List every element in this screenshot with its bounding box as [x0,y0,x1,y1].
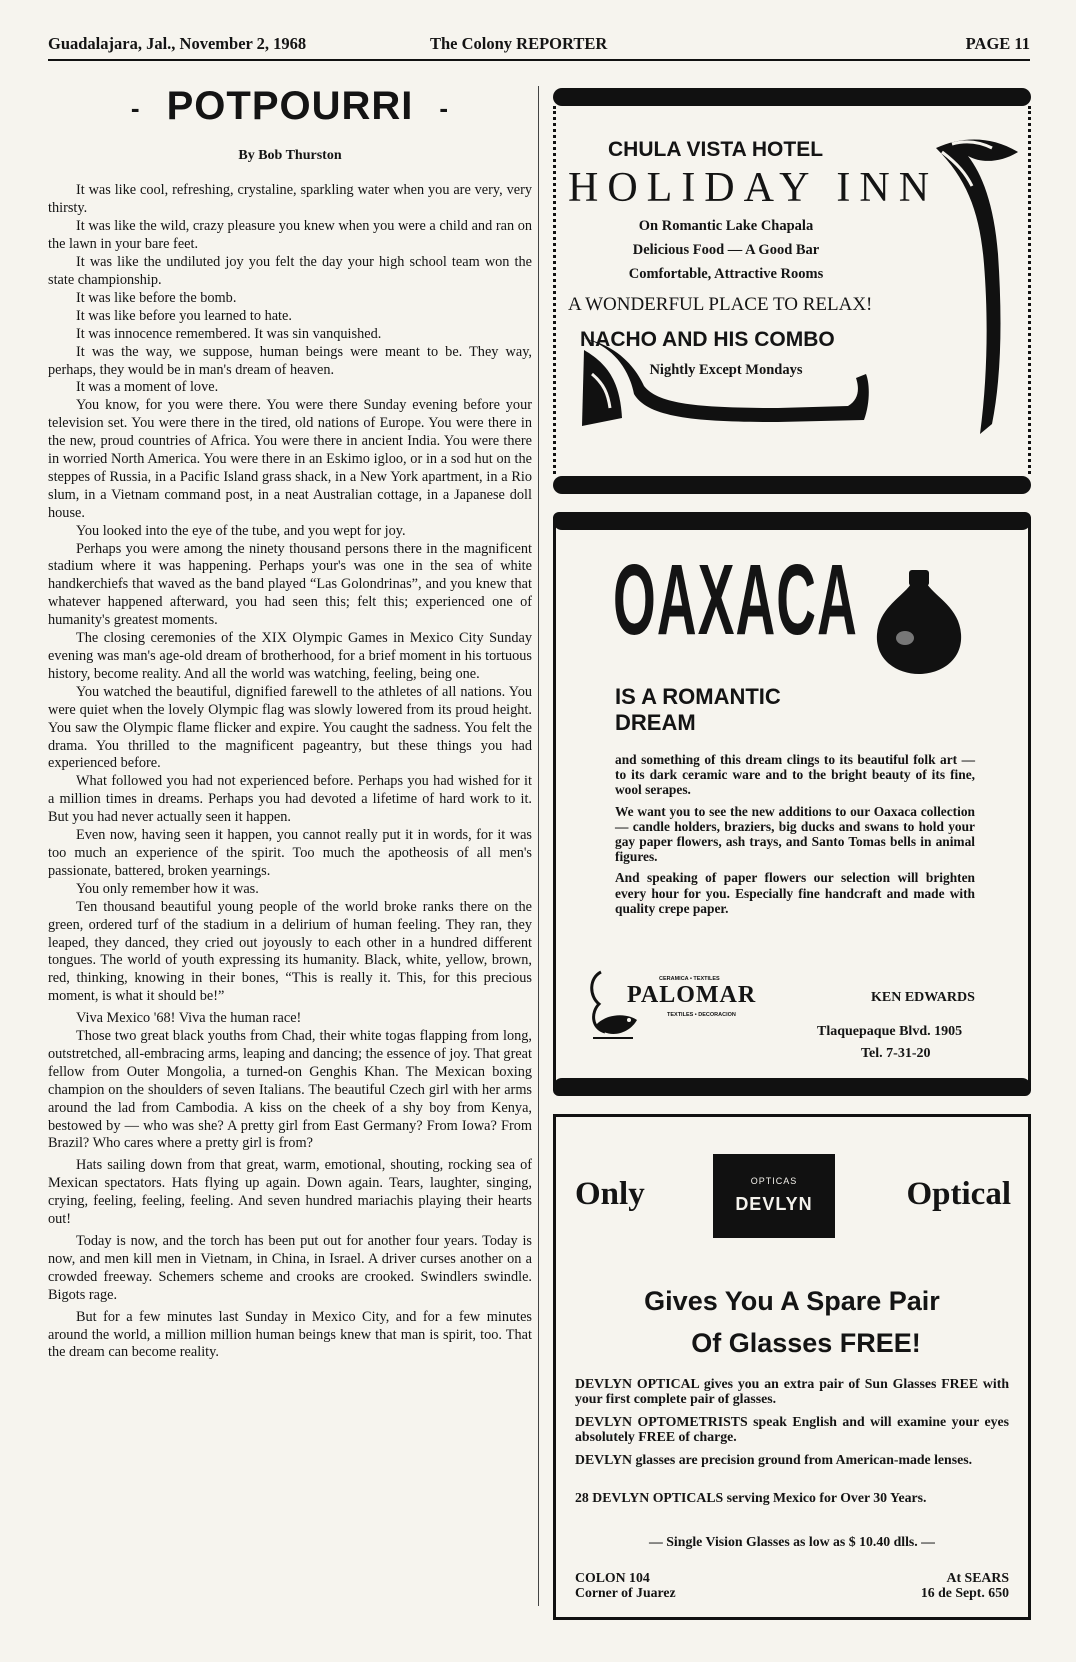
devlyn-logo-main: DEVLYN [735,1194,813,1214]
article-paragraph: What followed you had not experienced before. Perhaps you had wished for it a million times in dreams. Perhaps you had devoted a lifetime of hard work to it. But you had never actually seen it happen. [48,773,532,826]
oaxaca-paragraph: and something of this dream clings to its beautiful folk art — to its dark ceramic ware and to the bright beauty of its fine, wool serapes. [615,752,975,798]
article-byline: By Bob Thurston [238,148,342,164]
column-rule [538,86,539,1606]
article-title: POTPOURRI [166,84,414,128]
article-body [48,182,532,1362]
masthead [48,34,1030,58]
article-paragraph: Even now, having seen it happen, you cannot really put it in words, for it was too much an experience of the spirit. Too much the apotheosis of all men's passionate, battered, broken yearnings. [48,827,532,879]
oaxaca-address: Tlaquepaque Blvd. 1905 [817,1024,963,1039]
hotel-schedule: Nightly Except Mondays [649,362,803,378]
headline-dash-right: - [439,93,450,124]
oaxaca-paragraph: And speaking of paper flowers our selection will brighten every hour for you. Especially fine handcraft and made with quality crepe paper. [615,870,975,916]
hotel-rooms-line: Comfortable, Attractive Rooms [628,266,824,282]
devlyn-logo-small: OPTICAS [750,1176,798,1186]
article-paragraph: It was a moment of love. [76,379,219,396]
oaxaca-paragraph: We want you to see the new additions to our Oaxaca collection — candle holders, braziers, big ducks and swans to hold your gay paper flowers, ash trays, and Santo Tomas bells in animal figures. [615,803,975,865]
ad-bottom-bar [553,476,1031,494]
ad-bottom-bar [553,1078,1031,1096]
article-paragraph: Ten thousand beautiful young people of the world broke ranks there on the green, ordered turf of the stadium in a delirium of human feeling. They ran, they leaped, they danced, they cried out joyously to each other in a hundred different tongues. The world of youth expressing its humanity. Black, white, yellow, brown, red, thinking, knowing in their bones, “This is really it. This, for this precious moment, is what it should be!” [48,898,532,1005]
article-paragraph: You looked into the eye of the tube, and you wept for joy. [76,522,406,539]
article-paragraph: It was like cool, refreshing, crystaline, sparkling water when you are very, very thirsty. [48,182,532,217]
ad-devlyn [553,1114,1031,1620]
article-paragraph: The closing ceremonies of the XIX Olympic Games in Mexico City Sunday evening was man's age-old dream of brotherhood, for a brief moment in his tortuous history, become reality. And all the world was watching, feeling, being one. [48,630,532,682]
devlyn-address-line: Corner of Juarez [575,1585,676,1600]
devlyn-paragraph: DEVLYN OPTOMETRISTS speak English and will examine your eyes absolutely FREE of charge. [575,1414,1009,1445]
article-paragraph: You watched the beautiful, dignified farewell to the athletes of all nations. You were quiet when the lovely Olympic flag was slowly lowered from its proud height. You saw the Olympic flame flicker and expire. You caught the sadness. You felt the drama. You thrilled to the magnificent pageantry, but these things you had experienced before. [48,683,532,772]
article-paragraph: It was the way, we suppose, human beings were meant to be. They way, perhaps, they would be in man's dream of heaven. [48,343,532,378]
masthead-rule [48,59,1030,61]
devlyn-only: Only [575,1176,645,1212]
article-paragraph: You only remember how it was. [76,880,259,897]
devlyn-paragraph: 28 DEVLYN OPTICALS serving Mexico for Over 30 Years. [575,1490,927,1505]
ad-holiday-inn [553,88,1031,494]
article-paragraph: It was innocence remembered. It was sin vanquished. [76,325,382,342]
leaf-ornament-icon [578,334,878,444]
devlyn-price-line: — Single Vision Glasses as low as $ 10.40 dlls. — [649,1534,935,1549]
article-headline [48,80,532,134]
masthead-dateline: Guadalajara, Jal., November 2, 1968 [48,34,307,53]
article-paragraph: It was like the wild, crazy pleasure you knew when you were a child and ran on the lawn in your bare feet. [48,218,532,253]
palomar-logo: PALOMAR [627,982,757,1008]
pottery-jug-icon [871,568,967,676]
hotel-title: HOLIDAY INN [568,165,939,211]
hotel-relax-line: A WONDERFUL PLACE TO RELAX! [568,294,873,315]
oaxaca-wordmark: OAXACA [613,544,858,656]
devlyn-address-right [921,1570,1009,1600]
ad-oaxaca [553,512,1031,1096]
headline-dash-left: - [130,93,141,124]
article-paragraph: But for a few minutes last Sunday in Mexico City, and for a few minutes around the world, a million million human beings knew that man is spirit, too. That the dream can become reality. [48,1308,532,1361]
oaxaca-contact: KEN EDWARDS [871,990,975,1005]
ad-frame [553,106,1031,474]
hotel-combo: NACHO AND HIS COMBO [580,328,835,351]
devlyn-address-line: COLON 104 [575,1570,650,1585]
devlyn-headline-1: Gives You A Spare Pair [644,1286,940,1316]
oaxaca-phone: Tel. 7-31-20 [861,1046,931,1061]
article-paragraph: Those two great black youths from Chad, their white togas flapping from long, outstretched, all-embracing arms, leaping and dancing; the essence of joy. That great fellow from Outer Mongolia, a turned-on Genghis Khan. The Mexican boxing champion on the shoulders of seven Italians. The beautiful Czech girl with her arms around the lad from Cambodia. A kiss on the cheek of a shy boy from Kenya, bestowed by — who was she? A pretty girl from East Germany? From Iowa? From Brazil? Who cares where a pretty girl is from? [48,1028,532,1152]
article-paragraph: Hats sailing down from that great, warm, emotional, shouting, rocking sea of Mexican spectators. Hats flying up again. Down again. Tears, laughter, singing, crying, feeling, feeling, feeling. And seven hundred mariachis playing their hearts out! [48,1157,532,1228]
palomar-logo-bottom: TEXTILES • DECORACION [667,1012,736,1018]
article-paragraph: Viva Mexico '68! Viva the human race! [76,1010,302,1027]
article-paragraph: Perhaps you were among the ninety thousand persons there in the magnificent stadium where it was happening. Perhaps your's was one in the sea of white handkerchiefs that waved as the band played “Las Golondrinas”, and you knew that whatever happened afterward, you had seen this; felt this; experienced one of humanity's greatest moments. [48,540,532,629]
palomar-logo-top: CERAMICA • TEXTILES [659,976,720,982]
devlyn-paragraph: DEVLYN OPTICAL gives you an extra pair of Sun Glasses FREE with your first complete pair of glasses. [575,1376,1009,1407]
devlyn-paragraph: DEVLYN glasses are precision ground from American-made lenses. [575,1452,973,1467]
article-paragraph: It was like before you learned to hate. [76,307,292,324]
masthead-paper-name: The Colony REPORTER [430,34,608,53]
hotel-tagline: On Romantic Lake Chapala [638,218,814,234]
article-paragraph: You know, for you were there. You were there Sunday evening before your television set. You were there in the tired, old nations of Europe. You were there in the new, proud countries of Africa. You were there in ancient India. You were there in worried North America. You were there in an Eskimo igloo, or in a sod hut on the steppes of Russia, in a Pacific Island grass shack, in a New York apartment, in a Rio slum, in a Vietnam command post, in a neat Australian cottage, in a Japanese doll house. [48,397,532,521]
oaxaca-body [615,752,975,922]
article-paragraph: It was like the undiluted joy you felt the day your high school team won the state championship. [48,254,532,288]
devlyn-address-line: 16 de Sept. 650 [920,1585,1009,1600]
hotel-name: CHULA VISTA HOTEL [608,138,824,161]
ad-top-bar [553,88,1031,106]
devlyn-logo [713,1154,835,1238]
devlyn-address-left [575,1570,676,1600]
devlyn-headline-2: Of Glasses FREE! [691,1328,921,1358]
ad-top-bar [553,512,1031,530]
article-potpourri [48,80,532,1362]
masthead-page-number: PAGE 11 [965,34,1030,53]
article-paragraph: Today is now, and the torch has been put out for another four years. Today is now, and men kill men in Vietnam, in China, in Israel. A driver curses another on a crowded freeway. Schemers scheme and crooks are crooked. Swindlers swindle. Bigots rage. [48,1233,532,1303]
hotel-food-line: Delicious Food — A Good Bar [632,242,820,258]
leaf-ornament-icon [922,134,1026,440]
oaxaca-subtitle: IS A ROMANTIC DREAM [615,684,781,735]
devlyn-optical: Optical [906,1176,1011,1212]
devlyn-address-line: At SEARS [946,1570,1009,1585]
article-paragraph: It was like before the bomb. [76,289,237,306]
